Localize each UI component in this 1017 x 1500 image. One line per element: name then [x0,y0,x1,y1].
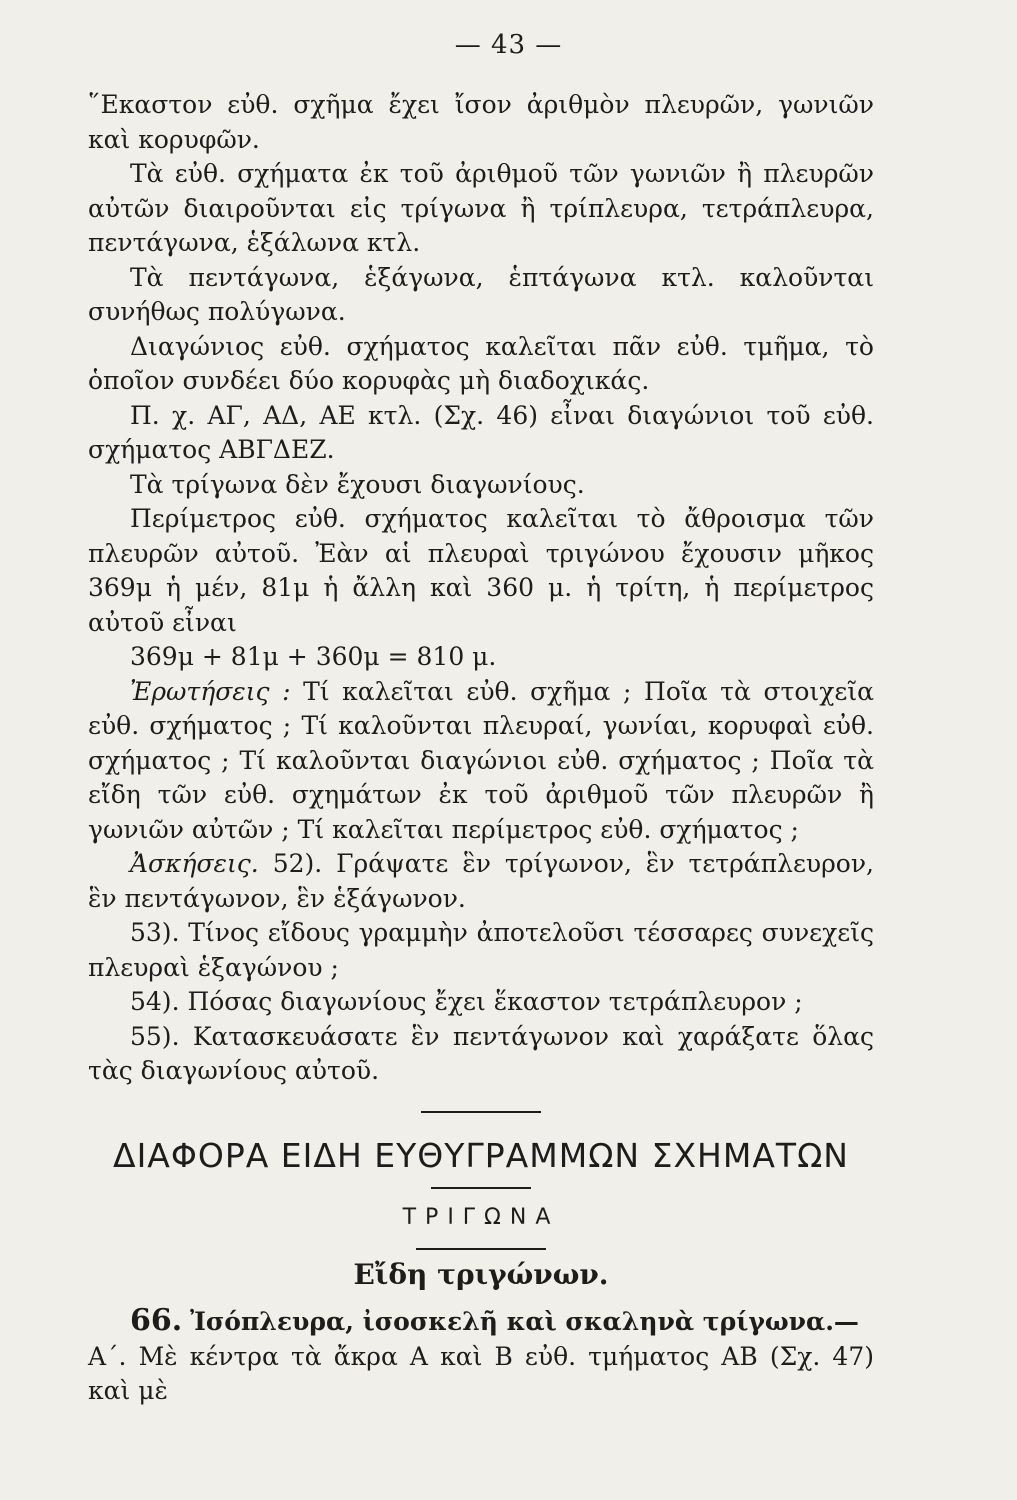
paragraph-polygons: Τὰ πεντάγωνα, ἑξάγωνα, ἑπτάγωνα κτλ. καλοῦνται συνήθως πολύγωνα. [88,262,874,326]
paragraph-diagonal-definition: Διαγώνιος εὐθ. σχήματος καλεῖται πᾶν εὐθ. τμῆμα, τὸ ὁποῖον συνδέει δύο κορυφὰς μὴ διαδοχικάς. [88,331,874,395]
section-heading: Εἴδη τριγώνων. [353,1257,609,1291]
questions-block [88,675,874,848]
exercise-53: 53). Τίνος εἴδους γραμμὴν ἀποτελοῦσι τέσσαρες συνεχεῖς πλευραὶ ἑξαγώνου ; [88,918,874,982]
paragraph-diagonal-example: Π. χ. ΑΓ, ΑΔ, ΑΕ κτλ. (Σχ. 46) εἶναι διαγώνιοι τοῦ εὐθ. σχήματος ΑΒΓΔΕΖ. [88,400,874,464]
divider-rule [431,1187,531,1189]
questions-text: Τί καλεῖται εὐθ. σχῆμα ; Ποῖα τὰ στοιχεῖα εὐθ. σχήματος ; Τί καλοῦνται πλευραί, γωνίαι, κορυφαὶ εὐθ. σχήματος ; Τί καλοῦνται διαγώνιοι εὐθ. σχήματος ; Ποῖα τὰ εἴδη τῶν εὐθ. σχημάτων ἐκ τοῦ ἀριθμοῦ τῶν πλευρῶν ἢ γωνιῶν αὐτῶν ; Τί καλεῖται περίμετρος εὐθ. σχήματος ; [88,676,874,844]
sub-heading: ΤΡΙΓΩΝΑ [402,1205,560,1230]
exercise-52-text: 52). Γράψατε ἓν τρίγωνον, ἓν τετράπλευρον, ἓν πεντάγωνον, ἓν ἑξάγωνον. [88,849,874,913]
divider-rule [421,1111,541,1113]
section-66-text: Α΄. Μὲ κέντρα τὰ ἄκρα Α καὶ Β εὐθ. τμήματος ΑΒ (Σχ. 47) καὶ μὲ [88,1341,874,1405]
divider-rule [416,1248,546,1250]
section-66 [88,1304,874,1340]
section-title: Ἰσόπλευρα, ἰσοσκελῆ καὶ σκαληνὰ τρίγωνα.— [190,1307,859,1336]
page-number: — 43 — [454,30,563,60]
paragraph-faces: ῞Εκαστον εὐθ. σχῆμα ἔχει ἴσον ἀριθμὸν πλευρῶν, γωνιῶν καὶ κορυφῶν. [88,90,874,154]
exercise-52 [88,847,874,916]
paragraph-triangles-no-diagonals: Τὰ τρίγωνα δὲν ἔχουσι διαγωνίους. [130,469,585,499]
exercises-label: Ἀσκήσεις. [130,849,259,878]
exercise-54: 54). Πόσας διαγωνίους ἔχει ἕκαστον τετράπλευρον ; [130,987,803,1016]
questions-label: Ἐρωτήσεις : [130,676,291,706]
section-number: 66. [130,1303,183,1338]
page-body [88,88,874,1409]
paragraph-perimeter: Περίμετρος εὐθ. σχήματος καλεῖται τὸ ἄθροισμα τῶν πλευρῶν αὐτοῦ. Ἐὰν αἱ πλευραὶ τριγώνου ἔχουσιν μῆκος 369μ ἡ μέν, 81μ ἡ ἄλλη καὶ 360 μ. ἡ τρίτη, ἡ περίμετρος αὐτοῦ εἶναι [88,504,874,637]
main-heading: ΔΙΑΦΟΡΑ ΕΙΔΗ ΕΥΘΥΓΡΑΜΜΩΝ ΣΧΗΜΑΤΩΝ [113,1135,849,1175]
exercise-55: 55). Κατασκευάσατε ἓν πεντάγωνον καὶ χαράξατε ὅλας τὰς διαγωνίους αὐτοῦ. [88,1021,874,1085]
paragraph-perimeter-sum: 369μ + 81μ + 360μ = 810 μ. [130,642,497,671]
paragraph-classification: Τὰ εὐθ. σχήματα ἐκ τοῦ ἀριθμοῦ τῶν γωνιῶν ἢ πλευρῶν αὐτῶν διαιροῦνται εἰς τρίγωνα ἢ τρίπλευρα, τετράπλευρα, πεντάγωνα, ἑξάλωνα κτλ. [88,159,874,257]
